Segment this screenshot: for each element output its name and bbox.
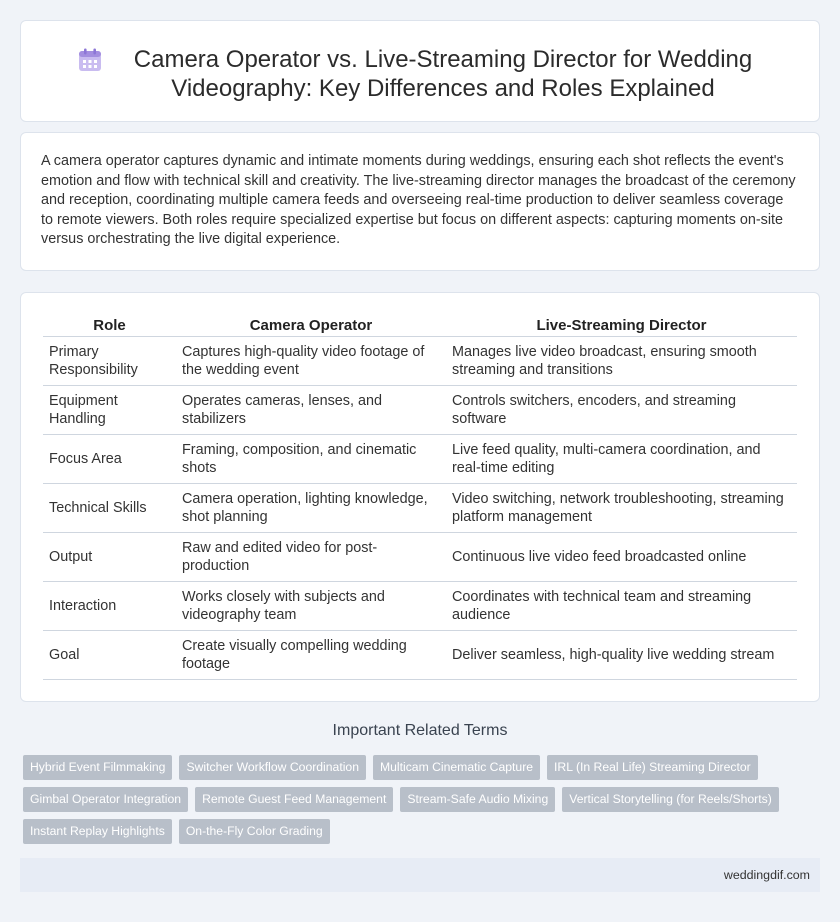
related-term-tag[interactable]: Remote Guest Feed Management [195, 787, 393, 812]
related-term-tag[interactable]: Hybrid Event Filmmaking [23, 755, 172, 780]
footer-site-link[interactable]: weddingdif.com [723, 868, 810, 882]
live-streaming-director-cell: Controls switchers, encoders, and streaming software [446, 386, 797, 435]
row-label: Focus Area [43, 435, 176, 484]
title-wrap [21, 21, 819, 103]
table-row [43, 631, 797, 680]
related-term-tag[interactable]: Switcher Workflow Coordination [179, 755, 366, 780]
intro-paragraph: A camera operator captures dynamic and intimate moments during weddings, ensuring each shot reflects the event's emotion and flow with technical skill and creativity. The live-streaming director manages the broadcast of the ceremony and reception, coordinating multiple camera feeds and overseeing real-time production to deliver seamless coverage to remote viewers. Both roles require specialized expertise but focus on different aspects: capturing moments on-site versus orchestrating the live digital experience. [41, 153, 796, 248]
live-streaming-director-cell: Manages live video broadcast, ensuring smooth streaming and transitions [446, 337, 797, 386]
camera-operator-cell: Camera operation, lighting knowledge, shot planning [176, 484, 446, 533]
camera-operator-cell: Works closely with subjects and videography team [176, 582, 446, 631]
footer [20, 858, 820, 892]
live-streaming-director-cell: Coordinates with technical team and streaming audience [446, 582, 797, 631]
related-term-tag[interactable]: Vertical Storytelling (for Reels/Shorts) [562, 787, 779, 812]
calendar-icon [77, 47, 103, 73]
table-row [43, 582, 797, 631]
row-label: Primary Responsibility [43, 337, 176, 386]
camera-operator-cell: Create visually compelling wedding footage [176, 631, 446, 680]
comparison-table [43, 313, 797, 680]
live-streaming-director-cell: Live feed quality, multi-camera coordination, and real-time editing [446, 435, 797, 484]
related-term-tag[interactable]: Gimbal Operator Integration [23, 787, 188, 812]
row-label: Output [43, 533, 176, 582]
camera-operator-cell: Framing, composition, and cinematic shots [176, 435, 446, 484]
page-title: Camera Operator vs. Live-Streaming Director for Wedding Videography: Key Differences and Roles Explained [133, 46, 753, 102]
related-term-tag[interactable]: On-the-Fly Color Grading [179, 819, 330, 844]
related-terms-heading: Important Related Terms [332, 722, 508, 739]
camera-operator-cell: Raw and edited video for post-production [176, 533, 446, 582]
row-label: Equipment Handling [43, 386, 176, 435]
related-terms-list [23, 755, 823, 851]
row-label: Interaction [43, 582, 176, 631]
title-card [20, 20, 820, 122]
related-term-tag[interactable]: IRL (In Real Life) Streaming Director [547, 755, 758, 780]
live-streaming-director-cell: Video switching, network troubleshooting, streaming platform management [446, 484, 797, 533]
header-camera-operator: Camera Operator [176, 313, 446, 337]
table-header-row [43, 313, 797, 337]
row-label: Technical Skills [43, 484, 176, 533]
intro-card [20, 132, 820, 271]
table-row [43, 533, 797, 582]
camera-operator-cell: Captures high-quality video footage of the wedding event [176, 337, 446, 386]
comparison-card [20, 292, 820, 702]
related-term-tag[interactable]: Multicam Cinematic Capture [373, 755, 540, 780]
camera-operator-cell: Operates cameras, lenses, and stabilizers [176, 386, 446, 435]
related-term-tag[interactable]: Instant Replay Highlights [23, 819, 172, 844]
table-row [43, 484, 797, 533]
table-row [43, 435, 797, 484]
live-streaming-director-cell: Deliver seamless, high-quality live wedding stream [446, 631, 797, 680]
row-label: Goal [43, 631, 176, 680]
table-row [43, 337, 797, 386]
header-live-streaming-director: Live-Streaming Director [446, 313, 797, 337]
related-term-tag[interactable]: Stream-Safe Audio Mixing [400, 787, 555, 812]
header-role: Role [43, 313, 176, 337]
table-row [43, 386, 797, 435]
live-streaming-director-cell: Continuous live video feed broadcasted online [446, 533, 797, 582]
